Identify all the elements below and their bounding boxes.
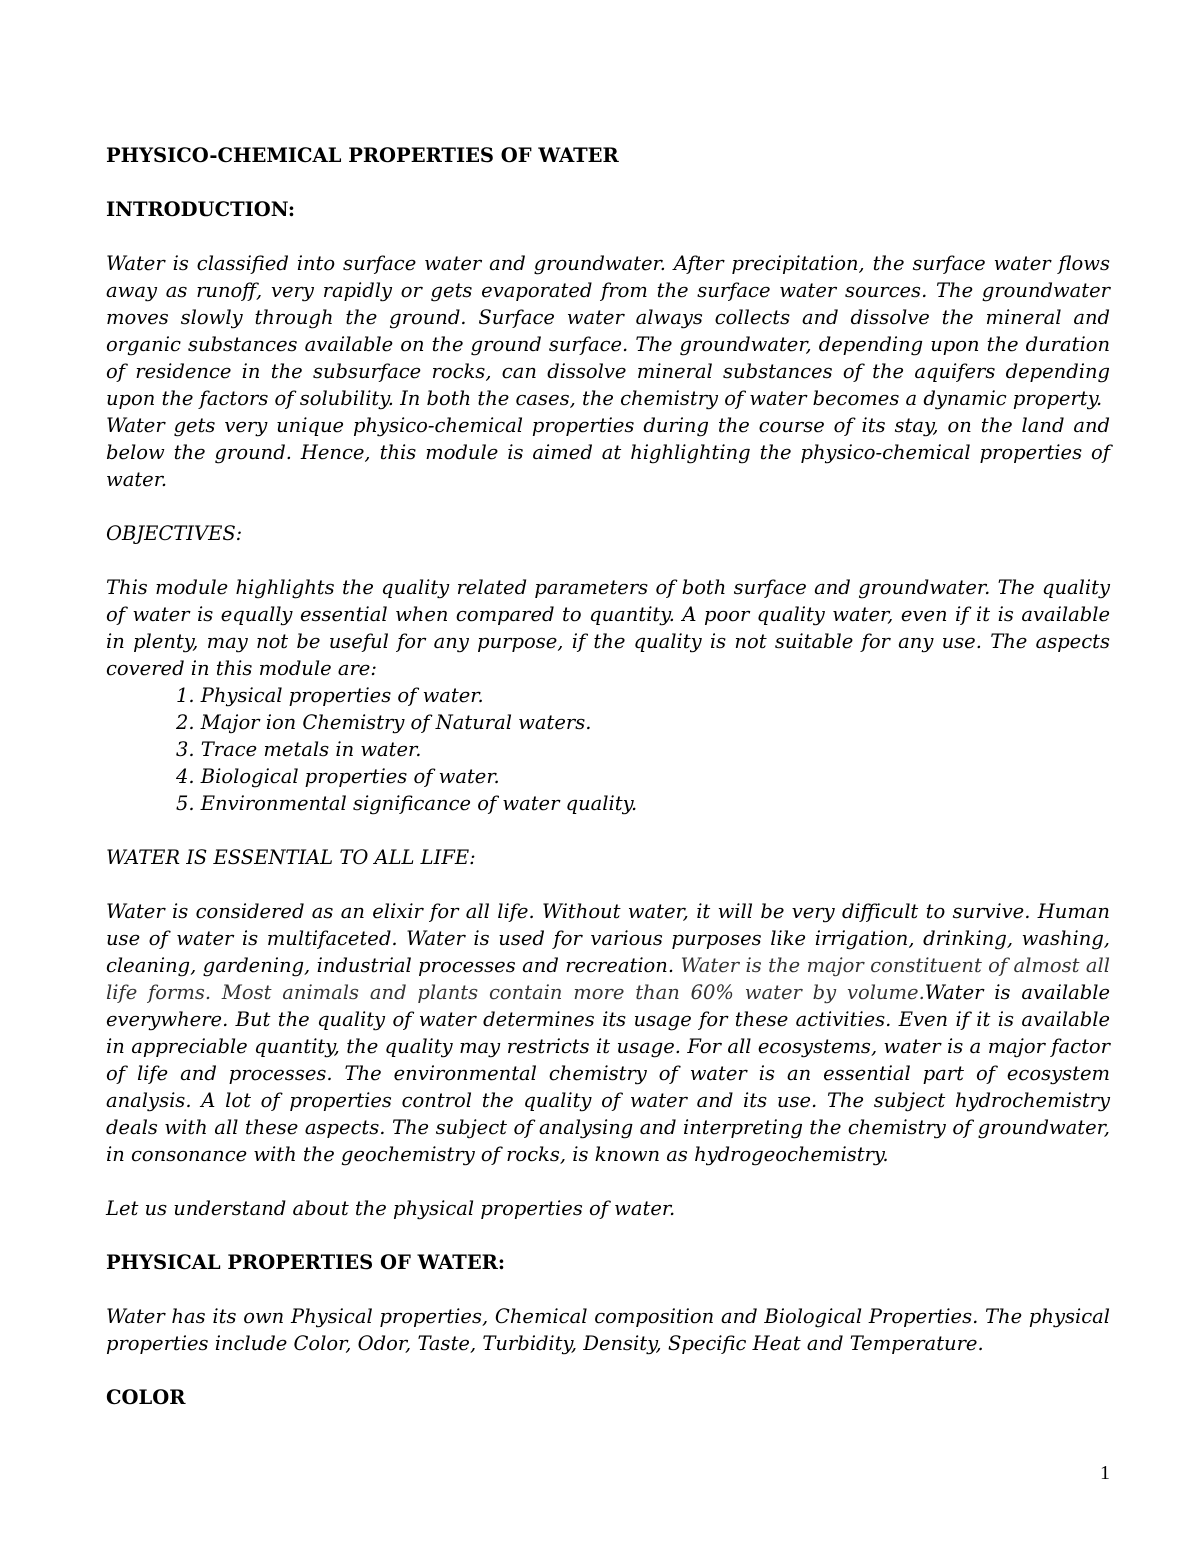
- essential-text-part-3: Water is available everywhere. But the quality of water determines its usage for these activities. Even if it is available in appreciable quantity, the quality may restricts it usage. For all ecosystems, water is a major factor of life and processes. The environmental chemistry of water is an essential part of ecosystem analysis. A lot of properties control the quality of water and its use. The subject hydrochemistry deals with all these aspects. The subject of analysing and interpreting the chemistry of groundwater, in consonance with the geochemistry of rocks, is known as hydrogeochemistry.: [106, 981, 1110, 1166]
- list-item: 3. Trace metals in water.: [176, 738, 422, 761]
- list-item: 2. Major ion Chemistry of Natural waters.: [176, 711, 592, 734]
- list-item: 4. Biological properties of water.: [176, 765, 500, 788]
- introduction-heading: INTRODUCTION:: [106, 198, 296, 221]
- list-item: 5. Environmental significance of water quality.: [176, 792, 638, 815]
- document-body: [106, 142, 1110, 1411]
- essential-closing: Let us understand about the physical properties of water.: [106, 1197, 676, 1220]
- essential-text-part-1: Water is considered as an elixir for all life. Without water, it will be very difficult to survive. Human use of water is multifaceted. Water is used for various purposes like irrigation, drinking, washing, cleaning, gardening, industrial processes and recreation.: [106, 900, 1110, 977]
- essential-paragraph: [106, 898, 1110, 1168]
- color-heading: COLOR: [106, 1386, 186, 1409]
- essential-text-part-2: Water is the major constituent of almost all life forms. Most animals and plants contain more than 60% water by volume.: [106, 954, 1110, 1004]
- essential-heading: WATER IS ESSENTIAL TO ALL LIFE:: [106, 846, 476, 869]
- objectives-paragraph: This module highlights the quality related parameters of both surface and groundwater. The quality of water is equally essential when compared to quantity. A poor quality water, even if it is available in plenty, may not be useful for any purpose, if the quality is not suitable for any use. The aspects covered in this module are:: [106, 576, 1110, 680]
- physical-paragraph: Water has its own Physical properties, Chemical composition and Biological Properties. The physical properties include Color, Odor, Taste, Turbidity, Density, Specific Heat and Temperature.: [106, 1305, 1110, 1355]
- list-item: 1. Physical properties of water.: [176, 684, 484, 707]
- page-number: 1: [1100, 1462, 1110, 1484]
- introduction-paragraph-2: Water gets very unique physico-chemical properties during the course of its stay, on the land and below the ground. Hence, this module is aimed at highlighting the physico-chemical properties of water.: [106, 414, 1110, 491]
- objectives-heading: OBJECTIVES:: [106, 522, 243, 545]
- document-title: PHYSICO-CHEMICAL PROPERTIES OF WATER: [106, 144, 619, 167]
- objectives-list: [106, 682, 1110, 817]
- physical-heading: PHYSICAL PROPERTIES OF WATER:: [106, 1251, 506, 1274]
- introduction-paragraph-1: Water is classified into surface water and groundwater. After precipitation, the surface water flows away as runoff, very rapidly or gets evaporated from the surface water sources. The groundwater moves slowly through the ground. Surface water always collects and dissolve the mineral and organic substances available on the ground surface. The groundwater, depending upon the duration of residence in the subsurface rocks, can dissolve mineral substances of the aquifers depending upon the factors of solubility. In both the cases, the chemistry of water becomes a dynamic property.: [106, 252, 1110, 410]
